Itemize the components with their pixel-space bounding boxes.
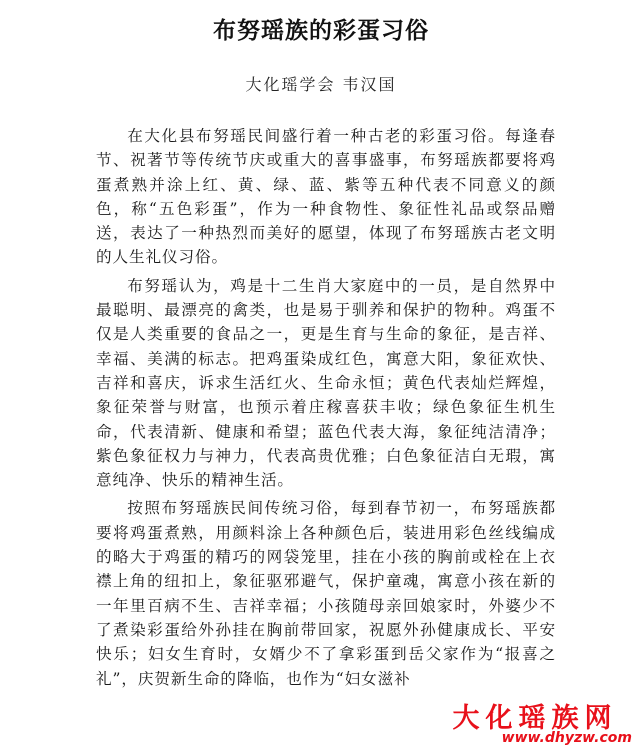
watermark-title: 大化瑶族网 [452, 703, 618, 734]
article-body [96, 124, 556, 695]
paragraph: 在大化县布努瑶民间盛行着一种古老的彩蛋习俗。每逢春节、祝著节等传统节庆或重大的喜事盛事，布努瑶族都要将鸡蛋煮熟并涂上红、黄、绿、蓝、紫等五种代表不同意义的颜色，称“五色彩蛋”，作为一种食物性、象征性礼品或祭品赠送，表达了一种热烈而美好的愿望，体现了布努瑶族古老文明的人生礼仪习俗。 [96, 127, 556, 267]
paragraph: 按照布努瑶族民间传统习俗，每到春节初一，布努瑶族都要将鸡蛋煮熟，用颜料涂上各种颜色后，装进用彩色丝线编成的略大于鸡蛋的精巧的网袋笼里，挂在小孩的胸前或栓在上衣襟上角的纽扣上，象征驱邪避气，保护童魂，寓意小孩在新的一年里百病不生、吉祥幸福；小孩随母亲回娘家时，外婆少不了煮染彩蛋给外孙挂在胸前带回家，祝愿外孙健康成长、平安快乐；妇女生育时，女婿少不了拿彩蛋到岳父家作为“报喜之礼”，庆贺新生命的降临，也作为“妇女滋补 [96, 499, 556, 688]
site-watermark [432, 696, 638, 752]
article-byline: 大化瑶学会 韦汉国 [245, 75, 397, 94]
watermark-url: www.dhyzw.com [501, 730, 632, 746]
paragraph: 布努瑶认为，鸡是十二生肖大家庭中的一员，是自然界中最聪明、最漂亮的禽类，也是易于驯养和保护的物种。鸡蛋不仅是人类重要的食品之一，更是生育与生命的象征，是吉祥、幸福、美满的标志。把鸡蛋染成红色，寓意大阳，象征欢快、吉祥和喜庆，诉求生活红火、生命永恒；黄色代表灿烂辉煌，象征荣誉与财富，也预示着庄稼喜获丰收；绿色象征生机生命，代表清新、健康和希望；蓝色代表大海，象征纯洁清净；紫色象征权力与神力，代表高贵优雅；白色象征洁白无瑕，寓意纯净、快乐的精神生活。 [96, 276, 556, 490]
article-title: 布努瑶族的彩蛋习俗 [213, 18, 429, 44]
